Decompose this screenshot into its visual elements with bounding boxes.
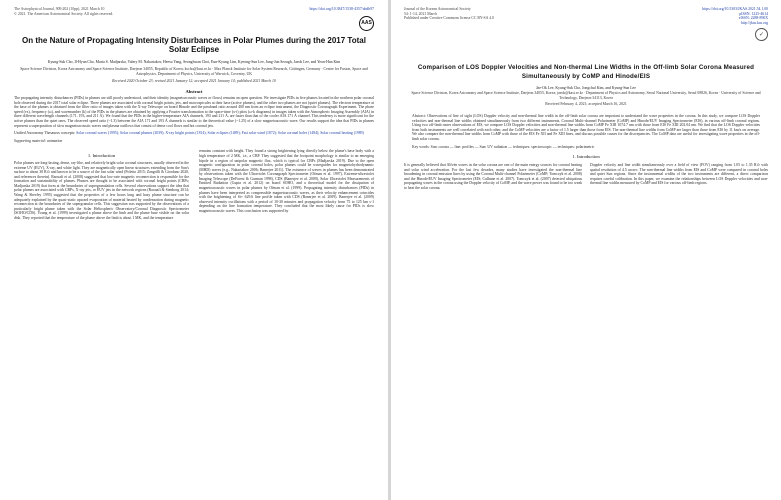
right-journal-name: Journal of the Korean Astronomical Society xyxy=(404,7,471,11)
left-doi-link[interactable]: https://doi.org/10.3847/1538-4357/abdb97 xyxy=(309,7,374,11)
right-keywords-label: Key words: xyxy=(412,144,430,149)
right-body-column-1 xyxy=(404,163,582,191)
left-copyright: © 2021. The American Astronomical Society. All rights reserved. xyxy=(14,11,114,16)
right-col2-text: Doppler velocity and line width simultaneously over a field of view (FOV) ranging from 1.05 to 1.35 R⊙ with spatial resolution of 4.5 arcsec. The non-thermal line widths from EIS and CoMP were compared in coronal holes and quiet Sun regions. Since the instrumental widths of the two instruments are different, a direct comparison requires careful calibration. In this paper, we examine the relationships between LOS Doppler velocities and non-thermal line widths measured by CoMP and EIS for various off-limb regions. xyxy=(590,163,768,186)
right-body-columns xyxy=(404,163,768,191)
right-issn-online: eISSN: 2288-890X xyxy=(738,16,768,21)
right-issn-print: pISSN: 1225-4614 xyxy=(739,11,768,16)
right-keywords: Sun: corona — line: profiles — Sun: UV radiation — techniques: spectroscopic — techniques: polarimetric xyxy=(430,144,595,149)
left-journal-info xyxy=(14,7,113,16)
left-body-column-1 xyxy=(14,149,189,220)
left-journal-name: The Astrophysical Journal, 909:202 (10pp), 2021 March 10 xyxy=(14,7,105,11)
right-intro-heading: 1. Introduction xyxy=(572,154,600,160)
right-authors: Jae-Ok Lee, Kyung-Suk Cho, Jongchul Kim, and Kyung-Sun Lee xyxy=(536,85,636,90)
left-keywords-block xyxy=(14,131,374,136)
left-intro-heading: 1. Introduction xyxy=(87,153,116,159)
left-dates: Received 2020 October 23; revised 2021 January 12; accepted 2021 January 14; published 2021 March 10 xyxy=(112,79,276,84)
left-keywords[interactable]: Solar coronal waves (1995); Solar coronal plumes (2039); X-ray bright points (1814); Solar eclipses (1489); Fast solar wind (1872); Solar coronal holes (1484); Solar coronal heating (1989) xyxy=(76,131,364,136)
right-paper-title: Comparison of LOS Doppler Velocities and Non-thermal Line Widths in the Off-limb Solar Corona Measured Simultaneously by CoMP and Hinode/EIS xyxy=(417,64,755,80)
paper-page-left xyxy=(0,0,388,500)
right-journal-url[interactable]: http://jkas.kas.org xyxy=(740,20,768,25)
right-journal-info xyxy=(404,7,494,21)
left-col1-text: Polar plumes are long-lasting, dense, ray-like, and relatively bright solar coronal structures, usually observed in the extreme UV (EUV), X-ray, and white light. They are magnetically open linear structures extending from the Sun's surface to about 30 R⊙ and known to be a source of the fast solar wind (Poletto 2015; Zangrilli & Giordano 2020, and references therein). Raouafi et al. (2008) suggested that low-rate magnetic reconnection is responsible for the formation and sustainability of plumes. Plumes are thought to be associated with coronal bright points (CBPs; Madjarska 2019) that form at the boundaries of supergranulation cells. Several observations support the idea that polar plumes are associated with CBPs, X-ray jets, or EUV jets in the network regions (Raouafi & Stenborg 2014; Wang & Sheeley 1995) suggested that the properties of a few hours long and hazy plume structure can be adequately explained by the quasi-static upward evaporation of material heated by condensation during magnetic reconnection at the boundaries of the supergranular cells. This suggestion was supported by the observations of a particularly bright plume taken with the Solar Heliospheric Observatory/Coronal Diagnostic Spectrometer (SOHO/CDS). Young et al. (1999) investigated a plume above the limb and the plume base visible on the solar disk. They reported that the temperature of the plume above the limb is about 1 MK, and the temperature xyxy=(14,160,189,221)
right-header xyxy=(404,7,768,41)
right-body-column-2 xyxy=(590,163,768,191)
left-header-right xyxy=(310,7,374,31)
left-keywords-label: Unified Astronomy Thesaurus concepts: xyxy=(14,131,76,136)
left-abstract-heading: Abstract xyxy=(185,88,203,94)
right-keywords-block xyxy=(412,145,760,150)
left-affiliations: Space Science Division, Korea Astronomy and Space Science Institute, Daejeon 34055, Republic of Korea; kscho@kasi.re.kr · Max Planck Institute for Solar System Research, Göttingen, Germany · Centre for Fusion, Space and Astrophysics, Department of Physics, University of Warwick, Coventry, UK xyxy=(20,67,368,76)
left-abstract: The propagating intensity disturbances (PIDs) in plumes are still poorly understood, and their identity (magnetoacoustic waves or flows) remains an open question. We investigate PIDs in five plumes located in the northern polar coronal hole observed during the 2017 total solar eclipse. Three plumes are associated with coronal bright points, jets, and macrospicules at their base (active plumes), and the other two plumes are not (quiet plumes). The electron temperature at the base of the plumes is obtained from the filter ratio of images taken with the X-ray Telescope on board Hinode and the passband ratio around 400 nm from an eclipse instrument, the Diagnostic Coronagraph Experiment. The phase speed (vs), frequency (ω), and wavenumber (k) of the PIDs in the plumes are obtained by applying a Fourier transformation to the space-time (x-t) plots (ω-k diagrams) in images taken with the Atmospheric Imaging Assembly (AIA) in three different wavelength channels (171, 193, and 211 Å). We found that the PIDs in the higher-temperature AIA channels, 193 and 211 Å, are faster than that of the cooler AIA 171 Å channel. This tendency is more significant for the active plumes than the quiet ones. The observed speed ratio (~1.3) between the AIA 171 and 193 Å channels is similar to the theoretical value (~1.25) of a slow magnetoacoustic wave. Our results support the idea that PIDs in plumes represent a superposition of slow magnetoacoustic waves and plasma outflows that consist of dense cool flows and hot coronal jets. xyxy=(14,95,374,128)
right-header-links xyxy=(702,7,768,41)
left-authors: Kyung-Suk Cho, Il-Hyun Cho, Maria S. Madjarska, Valery M. Nakariakov, Heesu Yang, Seonghwan Choi, Eun-Kyung Lim, Kyeong-Sun Lee, Jung-Jun Seough, Jaeok Lee, and Yeon-Han Kim xyxy=(47,59,341,64)
left-paper-title: On the Nature of Propagating Intensity Disturbances in Polar Plumes during the 2017 Total Solar Eclipse xyxy=(22,35,366,54)
crossmark-icon[interactable]: ✓ xyxy=(755,28,768,41)
left-header xyxy=(14,7,374,31)
right-affiliations: Space Science Division, Korea Astronomy and Space Science Institute, Daejeon 34055, Korea; jaeok@kasi.re.kr · Department of Physics and Astronomy, Seoul National University, Seoul 08826, Korea · University of Science and Technology, Daejeon 34113, Korea xyxy=(411,91,761,100)
right-col1-text: It is generally believed that Alfvén waves in the solar corona are one of the main energy sources for coronal heating and solar wind acceleration. For the last few decades, many studies have investigated the non-thermal line broadening in coronal emission lines by using the Coronal Multi-channel Polarimeter (CoMP; Tomczyk et al. 2008) and the Hinode/EUV Imaging Spectrometer (EIS; Culhane et al. 2007). Tomczyk et al. (2007) detected ubiquitous propagating waves in the corona using the Doppler velocity of CoMP, and the wave power was found to be too weak to heat the solar corona. xyxy=(404,163,582,191)
right-journal-volume: 54: 1-14, 2021 March xyxy=(404,11,438,16)
paper-page-right xyxy=(391,0,781,500)
left-body-column-2 xyxy=(199,149,374,220)
left-col2-text: remains constant with height. They found a strong brightening lying directly below the plume's base body with a high temperature of 2 MK, i.e., a CBP. They suggested that the footpoint morphology is similar to an emerging bipole in a region of unipolar magnetic flux, which is typical for CBPs (Madjarska 2019). Due to the open magnetic configuration in polar coronal holes, polar plumes could be waveguides for magnetohydrodynamic (MHD) waves (e.g., Nakariakov 2006; Banerjee 2011). The existence of waves in plumes has been demonstrated by observations taken with the Ultraviolet Coronagraph Spectrometer (Ofman et al. 1997), Extreme-ultraviolet Imaging Telescope (DeForest & Gurman 1998), CDS (Banerjee et al. 2009), Solar Ultraviolet Measurements of Emitted Radiation (Gupta et al. 2012) on board SOHO, and a theoretical model for the dissipation of magnetoacoustic waves in polar plumes by Ofman et al. (1999). Propagating intensity disturbances (PIDs) in plumes have been interpreted as compressible magnetoacoustic waves, as their velocity enhancement coincides with the brightening of Si+ 629.6 line profile taken with CDS (Banerjee et al. 2009). Banerjee et al. (2009) observed intensity oscillations with a period of 10-30 minutes and propagation velocity from 75 to 125 km s-1 depending on the line formation temperature. They concluded that the most likely cause for PIDs is slow magnetoacoustic waves. This conclusion was supported by xyxy=(199,149,374,214)
right-abstract: Abstract: Observations of line of sight (LOS) Doppler velocity and non-thermal line width in the off-limb solar corona are important to understand the wave properties in the corona. In this study, we compare LOS Doppler velocities and non-thermal line widths obtained simultaneously from two different instruments, Coronal Multi-channel Polarimeter (CoMP) and Hinode/EUV Imaging Spectrometer (EIS), in various off-limb coronal regions. Using two off-limb raster observations of EIS, we compare LOS Doppler velocities and non-thermal line widths from CoMP Fe XIII 1074.7 nm with those from EIS Fe XIII 202.04 nm. We find that the LOS Doppler velocities from both instruments are well correlated with each other, and the CoMP velocities are a factor of 1.5 larger than those from EIS. The non-thermal line widths from CoMP are larger than those from EIS by 11 km/s on average. We also compare the non-thermal line widths from CoMP with those of the EIS Fe XII and Fe XIII lines, and discuss possible causes for the discrepancies. The CoMP data are useful for investigating wave properties in the off-limb solar corona. xyxy=(412,113,760,141)
right-received-dates: Received February 4, 2021; accepted March 16, 2021 xyxy=(545,102,627,107)
right-license: Published under Creative Commons license CC BY-SA 4.0 xyxy=(404,16,494,21)
left-supporting-material: Supporting material: animation xyxy=(14,138,63,143)
left-body-columns xyxy=(14,149,374,220)
journal-logo-icon: AAS xyxy=(359,16,374,31)
right-doi-link[interactable]: https://doi.org/10.5303/JKAS.2021.54.1.00 xyxy=(702,7,768,11)
